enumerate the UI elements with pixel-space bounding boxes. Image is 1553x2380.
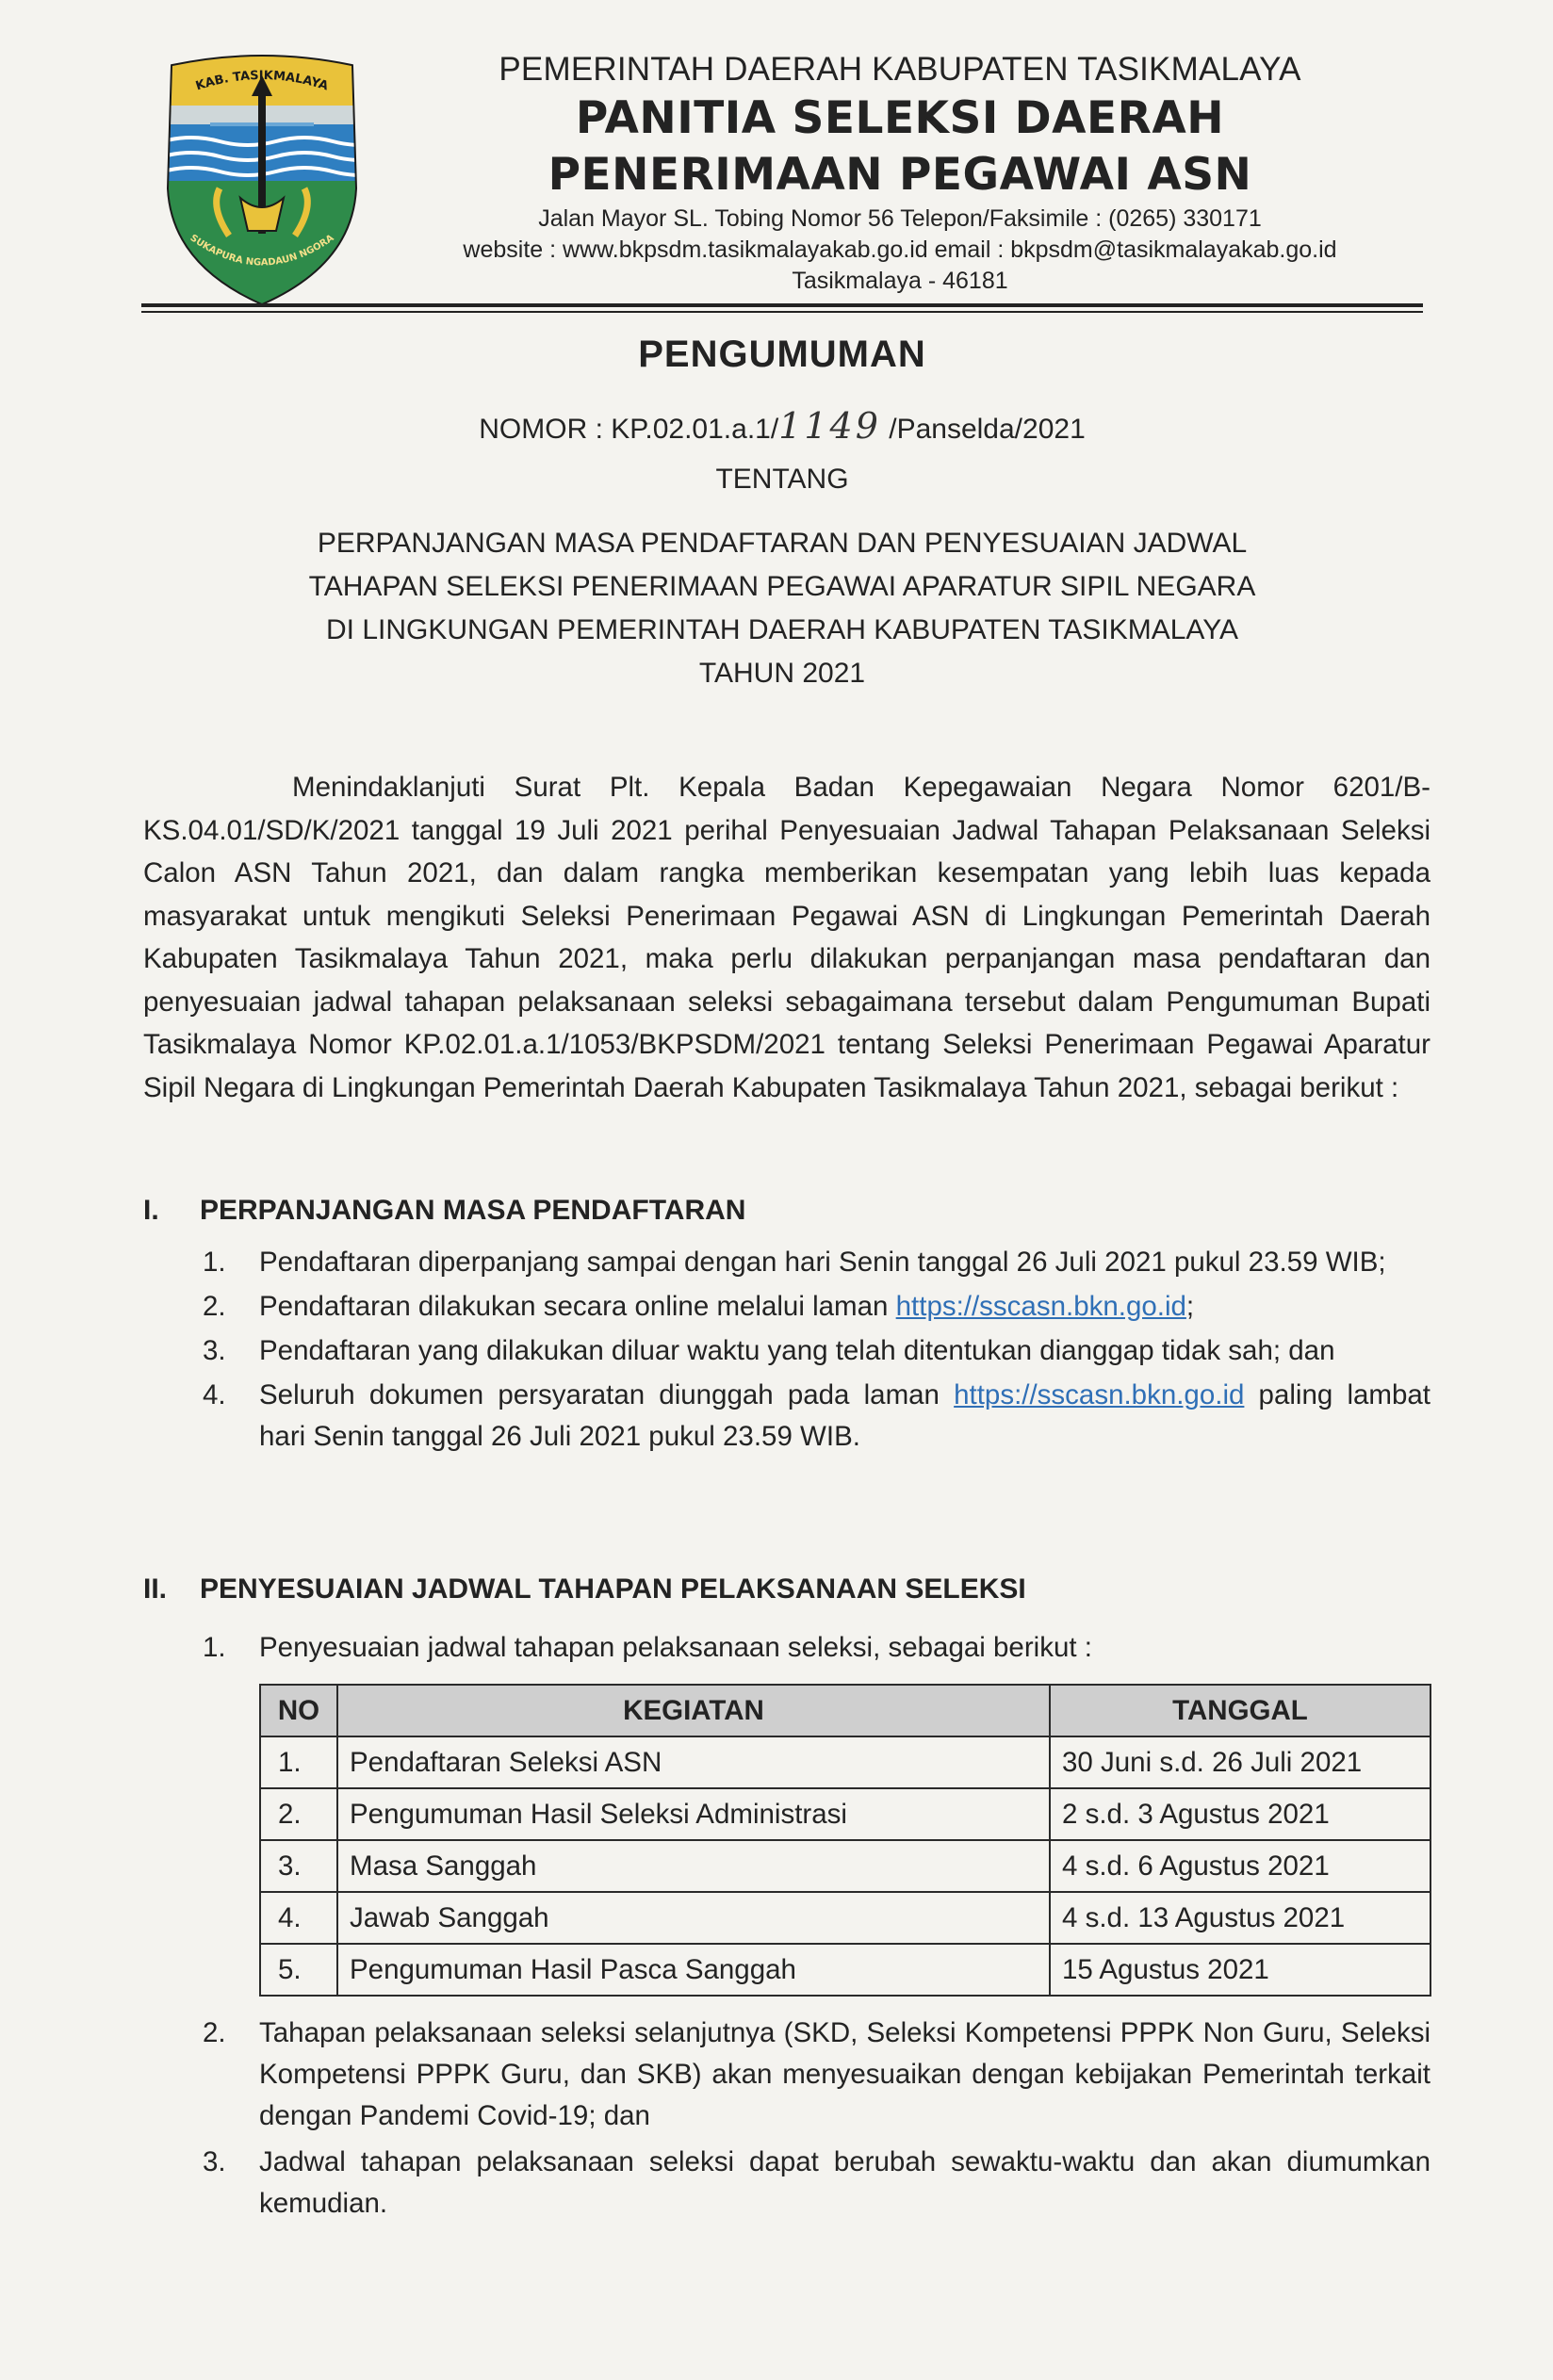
item-number: 2. (203, 2017, 226, 2048)
column-header-kegiatan: KEGIATAN (337, 1685, 1050, 1736)
letterhead-divider-thin (141, 311, 1423, 313)
section-heading (143, 1573, 1026, 1606)
subject-line: TAHUN 2021 (698, 658, 866, 689)
emblem-top-text: KAB. TASIKMALAYA (193, 68, 331, 94)
item-text: Jadwal tahapan pelaksanaan seleksi dapat berubah sewaktu-waktu dan akan diumumkan kemudian. (259, 2146, 1430, 2219)
table-row (260, 1892, 1430, 1944)
section-number: II. (143, 1573, 168, 1605)
sscasn-link[interactable]: https://sscasn.bkn.go.id (895, 1291, 1186, 1322)
emblem-motto-text: SUKAPURA NGADAUN NGORA (188, 233, 336, 269)
item-text: ; (1185, 1291, 1195, 1322)
intro-paragraph: Menindaklanjuti Surat Plt. Kepala Badan Kepegawaian Negara Nomor 6201/B-KS.04.01/SD/K/2021 tanggal 19 Juli 2021 perihal Penyesuaian Jadwal Tahapan Pelaksanaan Seleksi Calon ASN Tahun 2021, dan dalam rangka memberikan kesempatan yang lebih luas kepada masyarakat untuk mengikuti Seleksi Penerimaan Pegawai ASN di Lingkungan Pemerintah Daerah Kabupaten Tasikmalaya Tahun 2021, maka perlu dilakukan perpanjangan masa pendaftaran dan penyesuaian jadwal tahapan pelaksanaan seleksi sebagaimana tersebut dalam Pengumuman Bupati Tasikmalaya Nomor KP.02.01.a.1/1053/BKPSDM/2021 tentang Seleksi Penerimaan Pegawai Aparatur Sipil Negara di Lingkungan Pemerintah Daerah Kabupaten Tasikmalaya Tahun 2021, sebagai berikut : (143, 772, 1430, 1103)
item-text: Pendaftaran dilakukan secara online melalui laman (259, 1291, 896, 1322)
office-contact: website : www.bkpsdm.tasikmalayakab.go.id email : bkpsdm@tasikmalayakab.go.id (463, 236, 1337, 263)
item-number: 1. (203, 1247, 226, 1278)
subject-line: TAHAPAN SELEKSI PENERIMAAN PEGAWAI APARATUR SIPIL NEGARA (308, 571, 1256, 602)
registration-list (203, 1242, 1430, 1460)
table-row (260, 1788, 1430, 1840)
list-item (203, 1242, 1430, 1283)
item-number: 4. (203, 1379, 226, 1410)
list-item (203, 1286, 1430, 1328)
committee-name-line2: PENERIMAAN PEGAWAI ASN (548, 149, 1252, 201)
row-activity: Pengumuman Hasil Pasca Sanggah (337, 1944, 1050, 1996)
row-date: 30 Juni s.d. 26 Juli 2021 (1050, 1736, 1430, 1788)
document-title: PENGUMUMAN (638, 334, 926, 375)
item-text: Pendaftaran diperpanjang sampai dengan hari Senin tanggal 26 Juli 2021 pukul 23.59 WIB; (259, 1247, 1386, 1278)
item-text: Seluruh dokumen persyaratan diunggah pada laman (259, 1379, 955, 1410)
letterhead (377, 49, 1423, 297)
letterhead-divider-thick (141, 303, 1423, 307)
row-number: 4. (260, 1892, 337, 1944)
document-number-prefix: NOMOR : KP.02.01.a.1/ (479, 414, 779, 445)
table-row (260, 1736, 1430, 1788)
government-name: PEMERINTAH DAERAH KABUPATEN TASIKMALAYA (499, 51, 1301, 88)
row-number: 1. (260, 1736, 337, 1788)
schedule-notes-list (203, 2013, 1430, 2229)
table-header-row (260, 1685, 1430, 1736)
office-city: Tasikmalaya - 46181 (792, 268, 1008, 294)
section-title: PERPANJANGAN MASA PENDAFTARAN (200, 1195, 746, 1226)
sscasn-link[interactable]: https://sscasn.bkn.go.id (954, 1379, 1245, 1410)
list-item (203, 1627, 1430, 1669)
subject-line: PERPANJANGAN MASA PENDAFTARAN DAN PENYESUAIAN JADWAL (317, 528, 1248, 559)
list-item (203, 2013, 1430, 2137)
row-number: 3. (260, 1840, 337, 1892)
item-number: 2. (203, 1291, 226, 1322)
document-subject (141, 522, 1423, 695)
list-item (203, 1330, 1430, 1372)
list-item (203, 2142, 1430, 2225)
column-header-no: NO (260, 1685, 337, 1736)
section-number: I. (143, 1195, 159, 1226)
document-number (141, 405, 1423, 447)
row-number: 5. (260, 1944, 337, 1996)
committee-name-line1: PANITIA SELEKSI DAERAH (575, 92, 1225, 144)
row-date: 4 s.d. 13 Agustus 2021 (1050, 1892, 1430, 1944)
item-text: Pendaftaran yang dilakukan diluar waktu yang telah ditentukan dianggap tidak sah; dan (259, 1335, 1335, 1366)
item-number: 1. (203, 1632, 226, 1663)
item-text: Tahapan pelaksanaan seleksi selanjutnya (SKD, Seleksi Kompetensi PPPK Non Guru, Seleksi Kompetensi PPPK Guru, dan SKB) akan menyesuaikan dengan kebijakan Pemerintah terkait dengan Pandemi Covid-19; dan (259, 2017, 1430, 2131)
item-number: 3. (203, 1335, 226, 1366)
item-text: paling lambat hari Senin tanggal 26 Juli 2021 pukul 23.59 WIB. (259, 1379, 1430, 1452)
list-item (203, 1375, 1430, 1458)
schedule-intro-list (203, 1627, 1430, 1669)
row-activity: Jawab Sanggah (337, 1892, 1050, 1944)
row-activity: Masa Sanggah (337, 1840, 1050, 1892)
row-date: 2 s.d. 3 Agustus 2021 (1050, 1788, 1430, 1840)
row-activity: Pendaftaran Seleksi ASN (337, 1736, 1050, 1788)
subject-line: DI LINGKUNGAN PEMERINTAH DAERAH KABUPATEN TASIKMALAYA (326, 614, 1238, 645)
tentang-label: TENTANG (715, 464, 849, 495)
schedule-table (259, 1684, 1431, 1997)
table-row (260, 1840, 1430, 1892)
row-date: 4 s.d. 6 Agustus 2021 (1050, 1840, 1430, 1892)
item-number: 3. (203, 2146, 226, 2177)
row-date: 15 Agustus 2021 (1050, 1944, 1430, 1996)
document-number-suffix: /Panselda/2021 (880, 414, 1086, 445)
item-text: Penyesuaian jadwal tahapan pelaksanaan seleksi, sebagai berikut : (259, 1632, 1092, 1663)
table-row (260, 1944, 1430, 1996)
row-activity: Pengumuman Hasil Seleksi Administrasi (337, 1788, 1050, 1840)
handwritten-number: 1149 (778, 405, 881, 447)
regency-emblem-icon (154, 47, 370, 307)
row-number: 2. (260, 1788, 337, 1840)
section-heading (143, 1195, 745, 1227)
office-address: Jalan Mayor SL. Tobing Nomor 56 Telepon/Faksimile : (0265) 330171 (538, 205, 1262, 232)
column-header-tanggal: TANGGAL (1050, 1685, 1430, 1736)
section-title: PENYESUAIAN JADWAL TAHAPAN PELAKSANAAN SELEKSI (200, 1573, 1026, 1605)
